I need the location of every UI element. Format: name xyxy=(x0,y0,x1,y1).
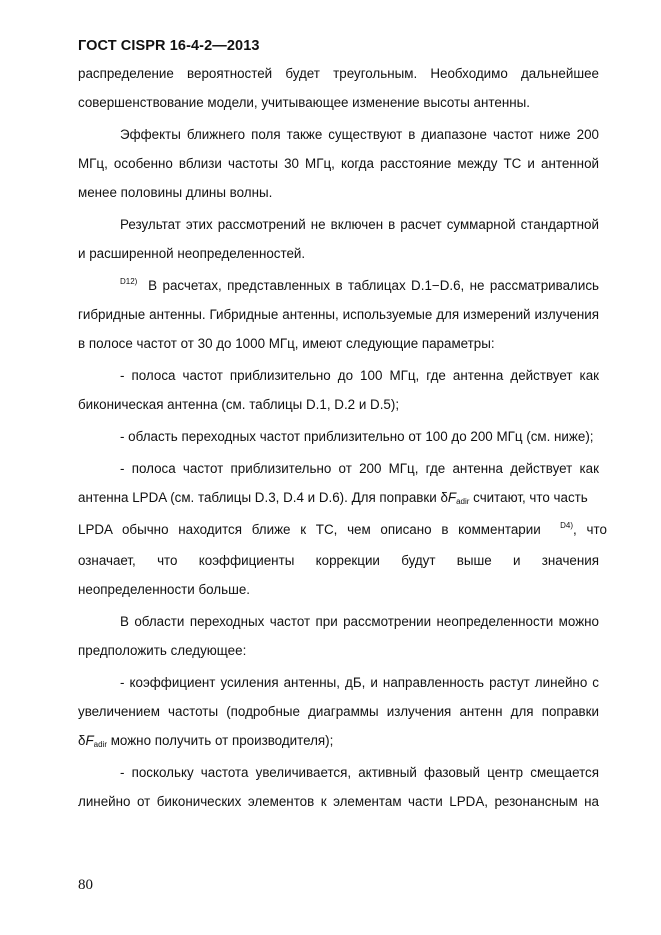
text-line: LPDA обычно находится ближе к ТС, чем описано в комментарии $^{D4)}$, что xyxy=(78,521,607,537)
document-header: ГОСТ CISPR 16-4-2—2013 xyxy=(78,38,260,54)
symbol-subscript: adir xyxy=(93,740,107,749)
page-number: 80 xyxy=(78,877,93,893)
text-line: В области переходных частот при рассмотрении неопределенности можно xyxy=(120,614,599,629)
note-reference: D12) xyxy=(120,277,138,286)
text-line: линейно от биконических элементов к элементам части LPDA, резонансным на xyxy=(78,794,599,809)
text-line xyxy=(78,278,599,294)
text-line: $\delta F_{adir}$ можно получить от производителя); xyxy=(78,733,334,749)
text-line: и расширенной неопределенностей. xyxy=(78,246,306,261)
text-line: - полоса частот приблизительно до 100 МГц, где антенна действует как xyxy=(120,368,599,383)
text-line: - коэффициент усиления антенны, дБ, и направленность растут линейно с xyxy=(120,675,599,690)
text-line: означает, что коэффициенты коррекции будут выше и значения xyxy=(78,553,599,568)
text-line: увеличением частоты (подробные диаграммы излучения антенн для поправки xyxy=(78,704,599,719)
text-line: биконическая антенна (см. таблицы D.1, D.2 и D.5); xyxy=(78,397,400,412)
text-line: МГц, особенно вблизи частоты 30 МГц, когда расстояние между ТС и антенной xyxy=(78,156,599,171)
text-line: совершенствование модели, учитывающее изменение высоты антенны. xyxy=(78,95,530,110)
text-line: Эффекты ближнего поля также существуют в диапазоне частот ниже 200 xyxy=(120,127,599,142)
comment-reference: D4) xyxy=(560,521,574,530)
text-line: Результат этих рассмотрений не включен в расчет суммарной стандартной xyxy=(120,217,599,232)
text-line: гибридные антенны. Гибридные антенны, используемые для измерений излучения xyxy=(78,307,599,322)
text-line: - поскольку частота увеличивается, активный фазовый центр смещается xyxy=(120,765,599,780)
text-line: - полоса частот приблизительно от 200 МГц, где антенна действует как xyxy=(120,461,599,476)
text-line: распределение вероятностей будет треугольным. Необходимо дальнейшее xyxy=(78,66,599,81)
text-line: неопределенности больше. xyxy=(78,582,251,597)
note-text: В расчетах, представленных в таблицах D.1−D.6, не рассматривались xyxy=(148,278,599,293)
text-line: - область переходных частот приблизительно от 100 до 200 МГц (см. ниже); xyxy=(120,429,594,444)
text-line: в полосе частот от 30 до 1000 МГц, имеют следующие параметры: xyxy=(78,336,495,351)
symbol-subscript: adir xyxy=(456,497,470,506)
text-line: предположить следующее: xyxy=(78,643,247,658)
text-line: антенна LPDA (см. таблицы D.3, D.4 и D.6). Для поправки $\delta F_{adir}$ считают, что часть xyxy=(78,490,588,506)
text-line: менее половины длины волны. xyxy=(78,185,273,200)
symbol-f: F xyxy=(447,490,457,505)
symbol-f: F xyxy=(85,733,94,748)
